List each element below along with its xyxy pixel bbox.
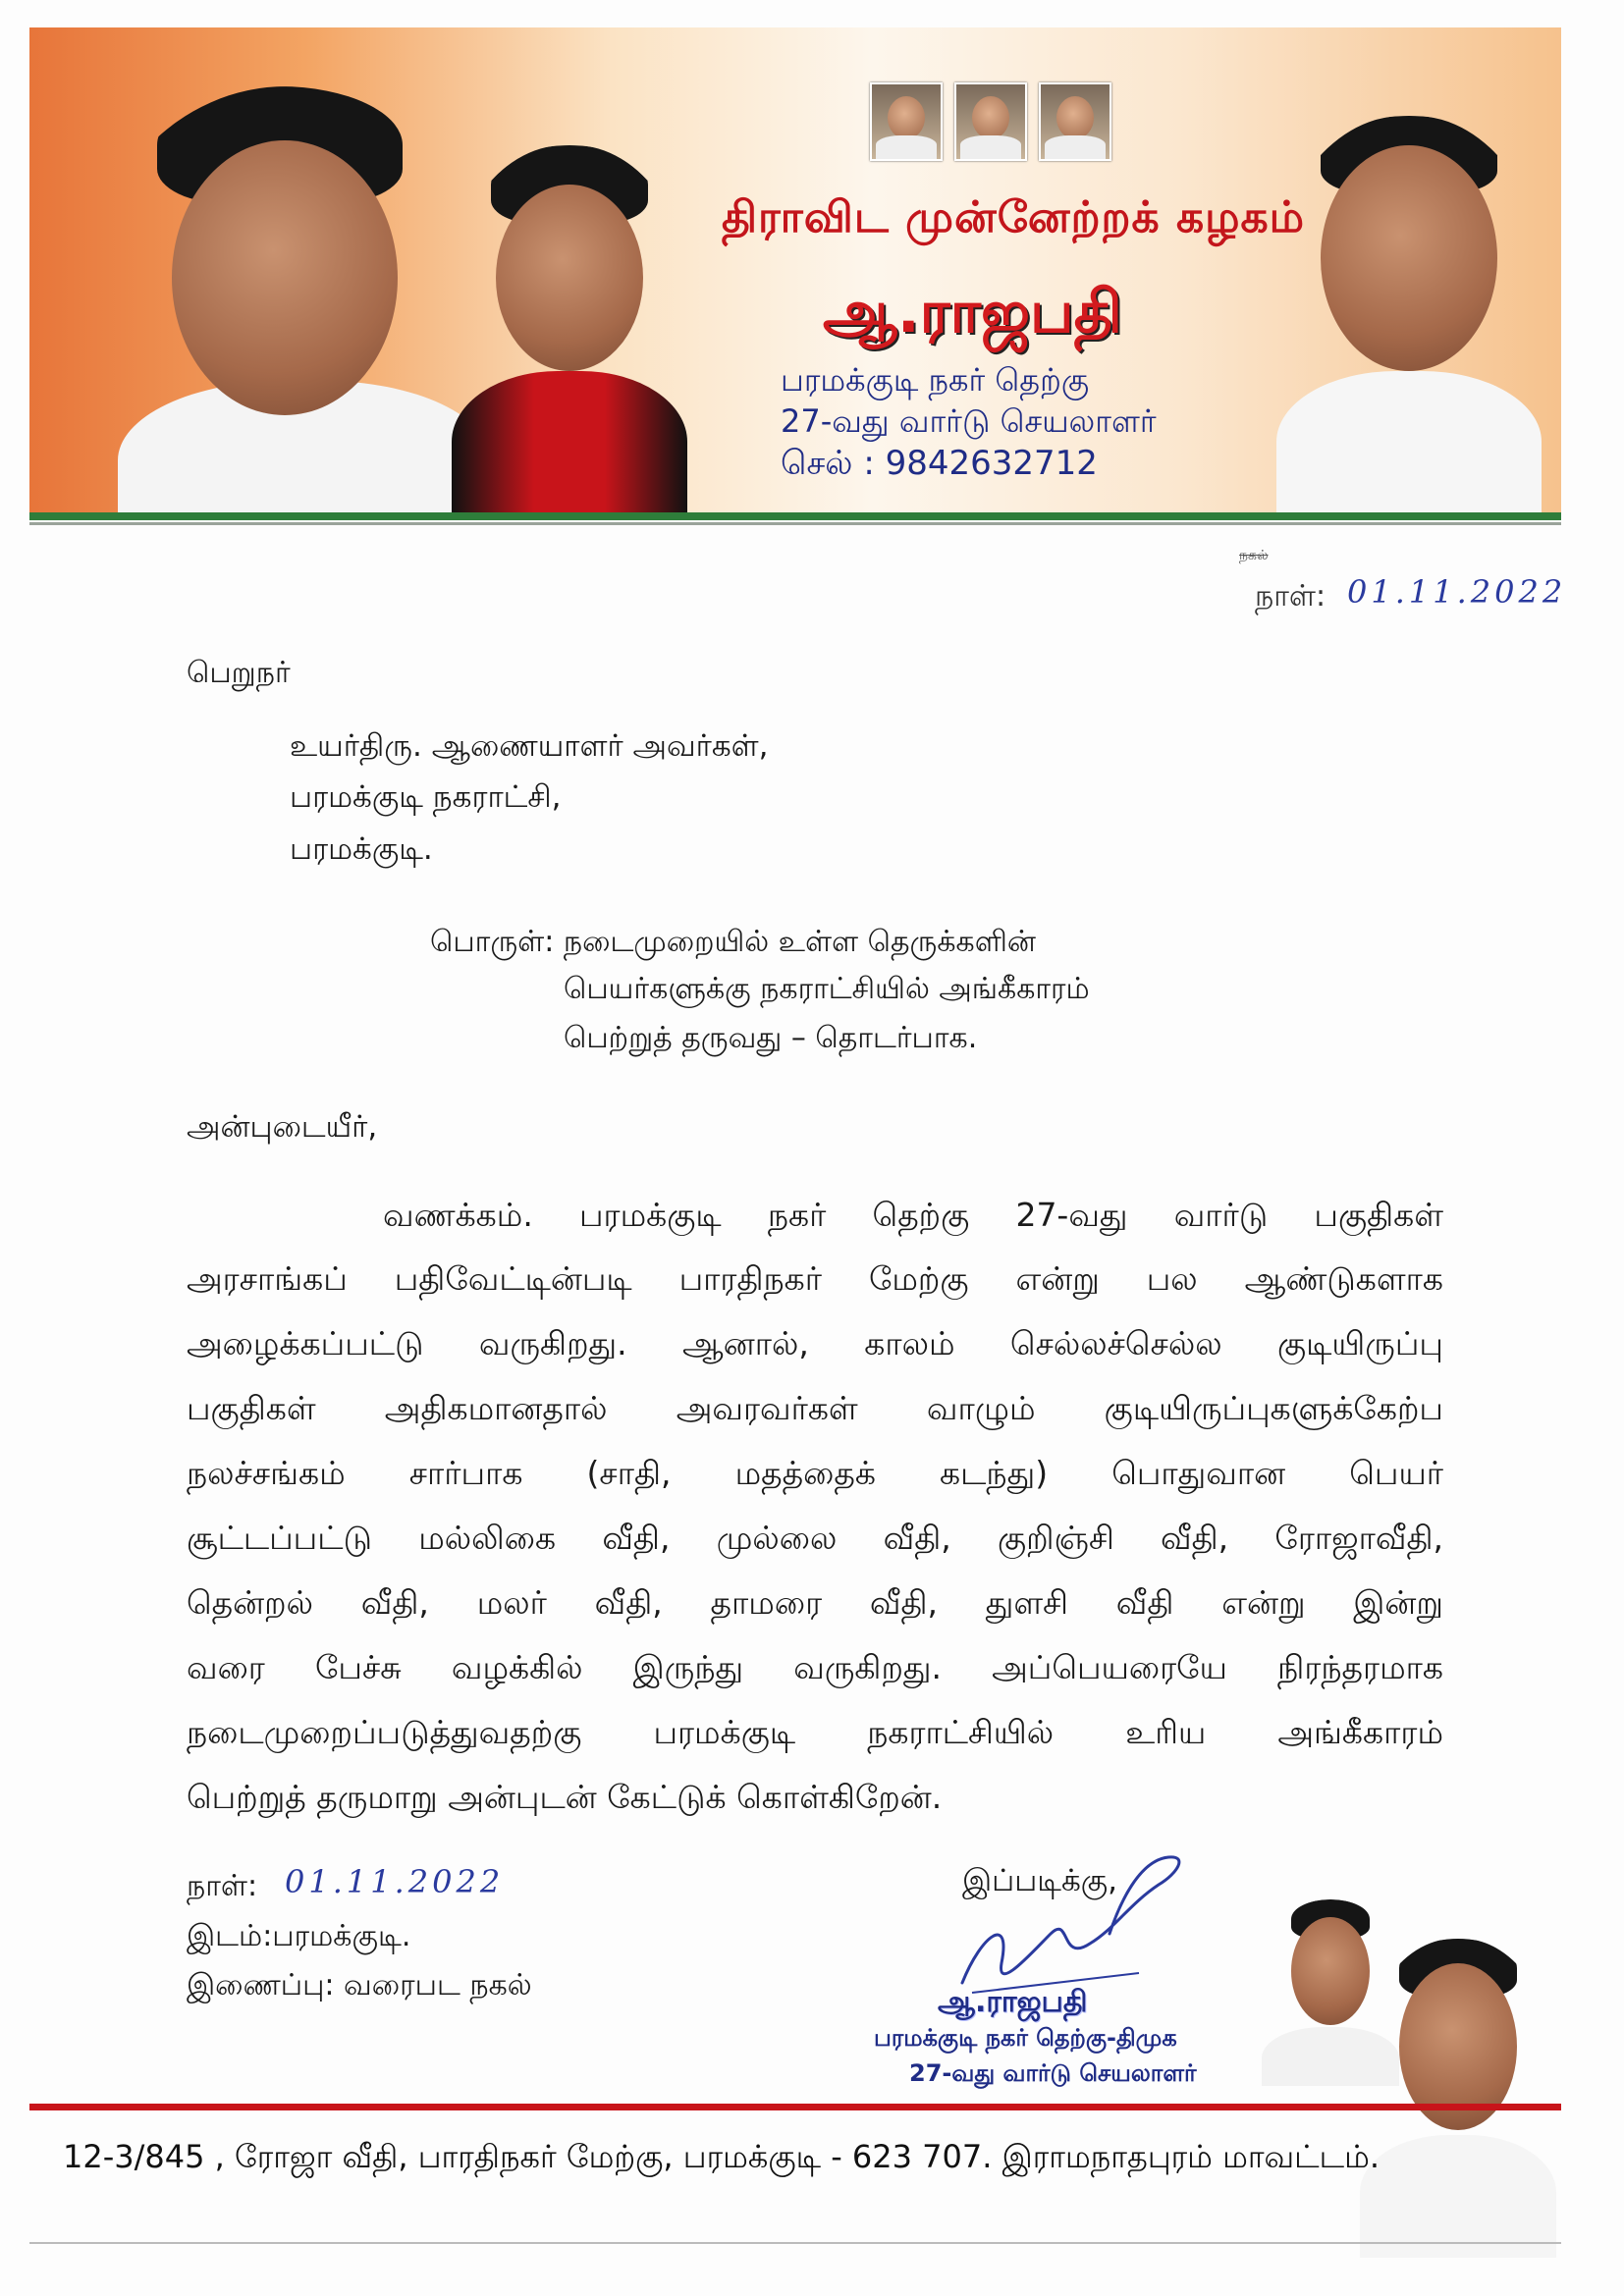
salutation: அன்புடையீர், — [187, 1109, 378, 1145]
portrait-center — [442, 145, 697, 513]
body-line: வணக்கம். பரமக்குடி நகர் தெற்கு 27-வது வார்டு பகுதிகள் — [383, 1196, 1443, 1234]
portrait-footer-2 — [1355, 1939, 1561, 2258]
signature-scribble — [943, 1845, 1198, 2002]
signature-title-line2: 27-வது வார்டு செயலாளர் — [909, 2059, 1197, 2087]
footer-date-label: நாள்: — [187, 1869, 258, 1903]
portrait-left — [88, 86, 501, 513]
recipient-line1: உயர்திரு. ஆணையாளர் அவர்கள், — [290, 728, 769, 764]
struck-word: நகல் — [1239, 548, 1269, 563]
date-top-label: நாள்: — [1255, 579, 1326, 614]
body-line: அழைக்கப்பட்டு வருகிறது. ஆனால், காலம் செல்லச்செல்ல குடியிருப்பு — [187, 1324, 1443, 1362]
subject-line3: பெற்றுத் தருவது – தொடர்பாக. — [564, 1021, 978, 1055]
owner-role-line1: பரமக்குடி நகர் தெற்கு — [781, 361, 1090, 399]
to-label: பெறுநர் — [187, 656, 291, 690]
recipient-line3: பரமக்குடி. — [290, 831, 433, 867]
party-name: திராவிட முன்னேற்றக் கழகம் — [722, 192, 1306, 242]
letterhead-rule — [29, 512, 1561, 520]
footer-date-value: 01.11.2022 — [285, 1863, 505, 1900]
leader-thumbnail-3 — [1039, 82, 1111, 161]
subject-line2: பெயர்களுக்கு நகராட்சியில் அங்கீகாரம் — [564, 972, 1090, 1006]
body-line: நலச்சங்கம் சார்பாக (சாதி, மதத்தைக் கடந்து) பொதுவான பெயர் — [187, 1454, 1443, 1492]
body-line: பகுதிகள் அதிகமானதால் அவரவர்கள் வாழும் குடியிருப்புகளுக்கேற்ப — [187, 1389, 1443, 1427]
signature-closing: இப்படிக்கு, — [962, 1863, 1118, 1898]
footer-address: 12-3/845 , ரோஜா வீதி, பாரதிநகர் மேற்கு, பரமக்குடி - 623 707. இராமநாதபுரம் மாவட்டம். — [63, 2138, 1380, 2175]
subject-line1: பொருள்: நடைமுறையில் உள்ள தெருக்களின் — [430, 925, 1036, 959]
body-line: சூட்டப்பட்டு மல்லிகை வீதி, முல்லை வீதி, குறிஞ்சி வீதி, ரோஜாவீதி, — [187, 1519, 1443, 1557]
owner-name: ஆ.ராஜபதி — [823, 278, 1122, 347]
leader-thumbnail-2 — [954, 82, 1027, 161]
leader-thumbnail-1 — [870, 82, 943, 161]
footer-rule-thin — [29, 2242, 1561, 2244]
footer-enclosure: இணைப்பு: வரைபட நகல் — [187, 1968, 532, 2002]
letterhead-rule-thin — [29, 522, 1561, 525]
body-line: நடைமுறைப்படுத்துவதற்கு பரமக்குடி நகராட்சியில் உரிய அங்கீகாரம் — [187, 1713, 1443, 1751]
letterhead-banner — [29, 27, 1561, 513]
body-line: வரை பேச்சு வழக்கில் இருந்து வருகிறது. அப்பெயரையே நிரந்தரமாக — [187, 1648, 1443, 1686]
body-line: அரசாங்கப் பதிவேட்டின்படி பாரதிநகர் மேற்கு என்று பல ஆண்டுகளாக — [187, 1259, 1443, 1298]
signature-name: ஆ.ராஜபதி — [938, 1985, 1088, 2019]
owner-phone: செல் : 9842632712 — [781, 444, 1098, 483]
footer-place: இடம்:பரமக்குடி. — [187, 1919, 411, 1953]
footer-rule — [29, 2104, 1561, 2110]
date-top-value: 01.11.2022 — [1347, 573, 1567, 611]
owner-role-line2: 27-வது வார்டு செயலாளர் — [781, 402, 1157, 440]
signature-title-line1: பரமக்குடி நகர் தெற்கு-திமுக — [874, 2024, 1177, 2052]
body-line: பெற்றுத் தருமாறு அன்புடன் கேட்டுக் கொள்கிறேன். — [187, 1778, 943, 1816]
body-line: தென்றல் வீதி, மலர் வீதி, தாமரை வீதி, துளசி வீதி என்று இன்று — [187, 1583, 1443, 1622]
recipient-line2: பரமக்குடி நகராட்சி, — [290, 779, 562, 815]
